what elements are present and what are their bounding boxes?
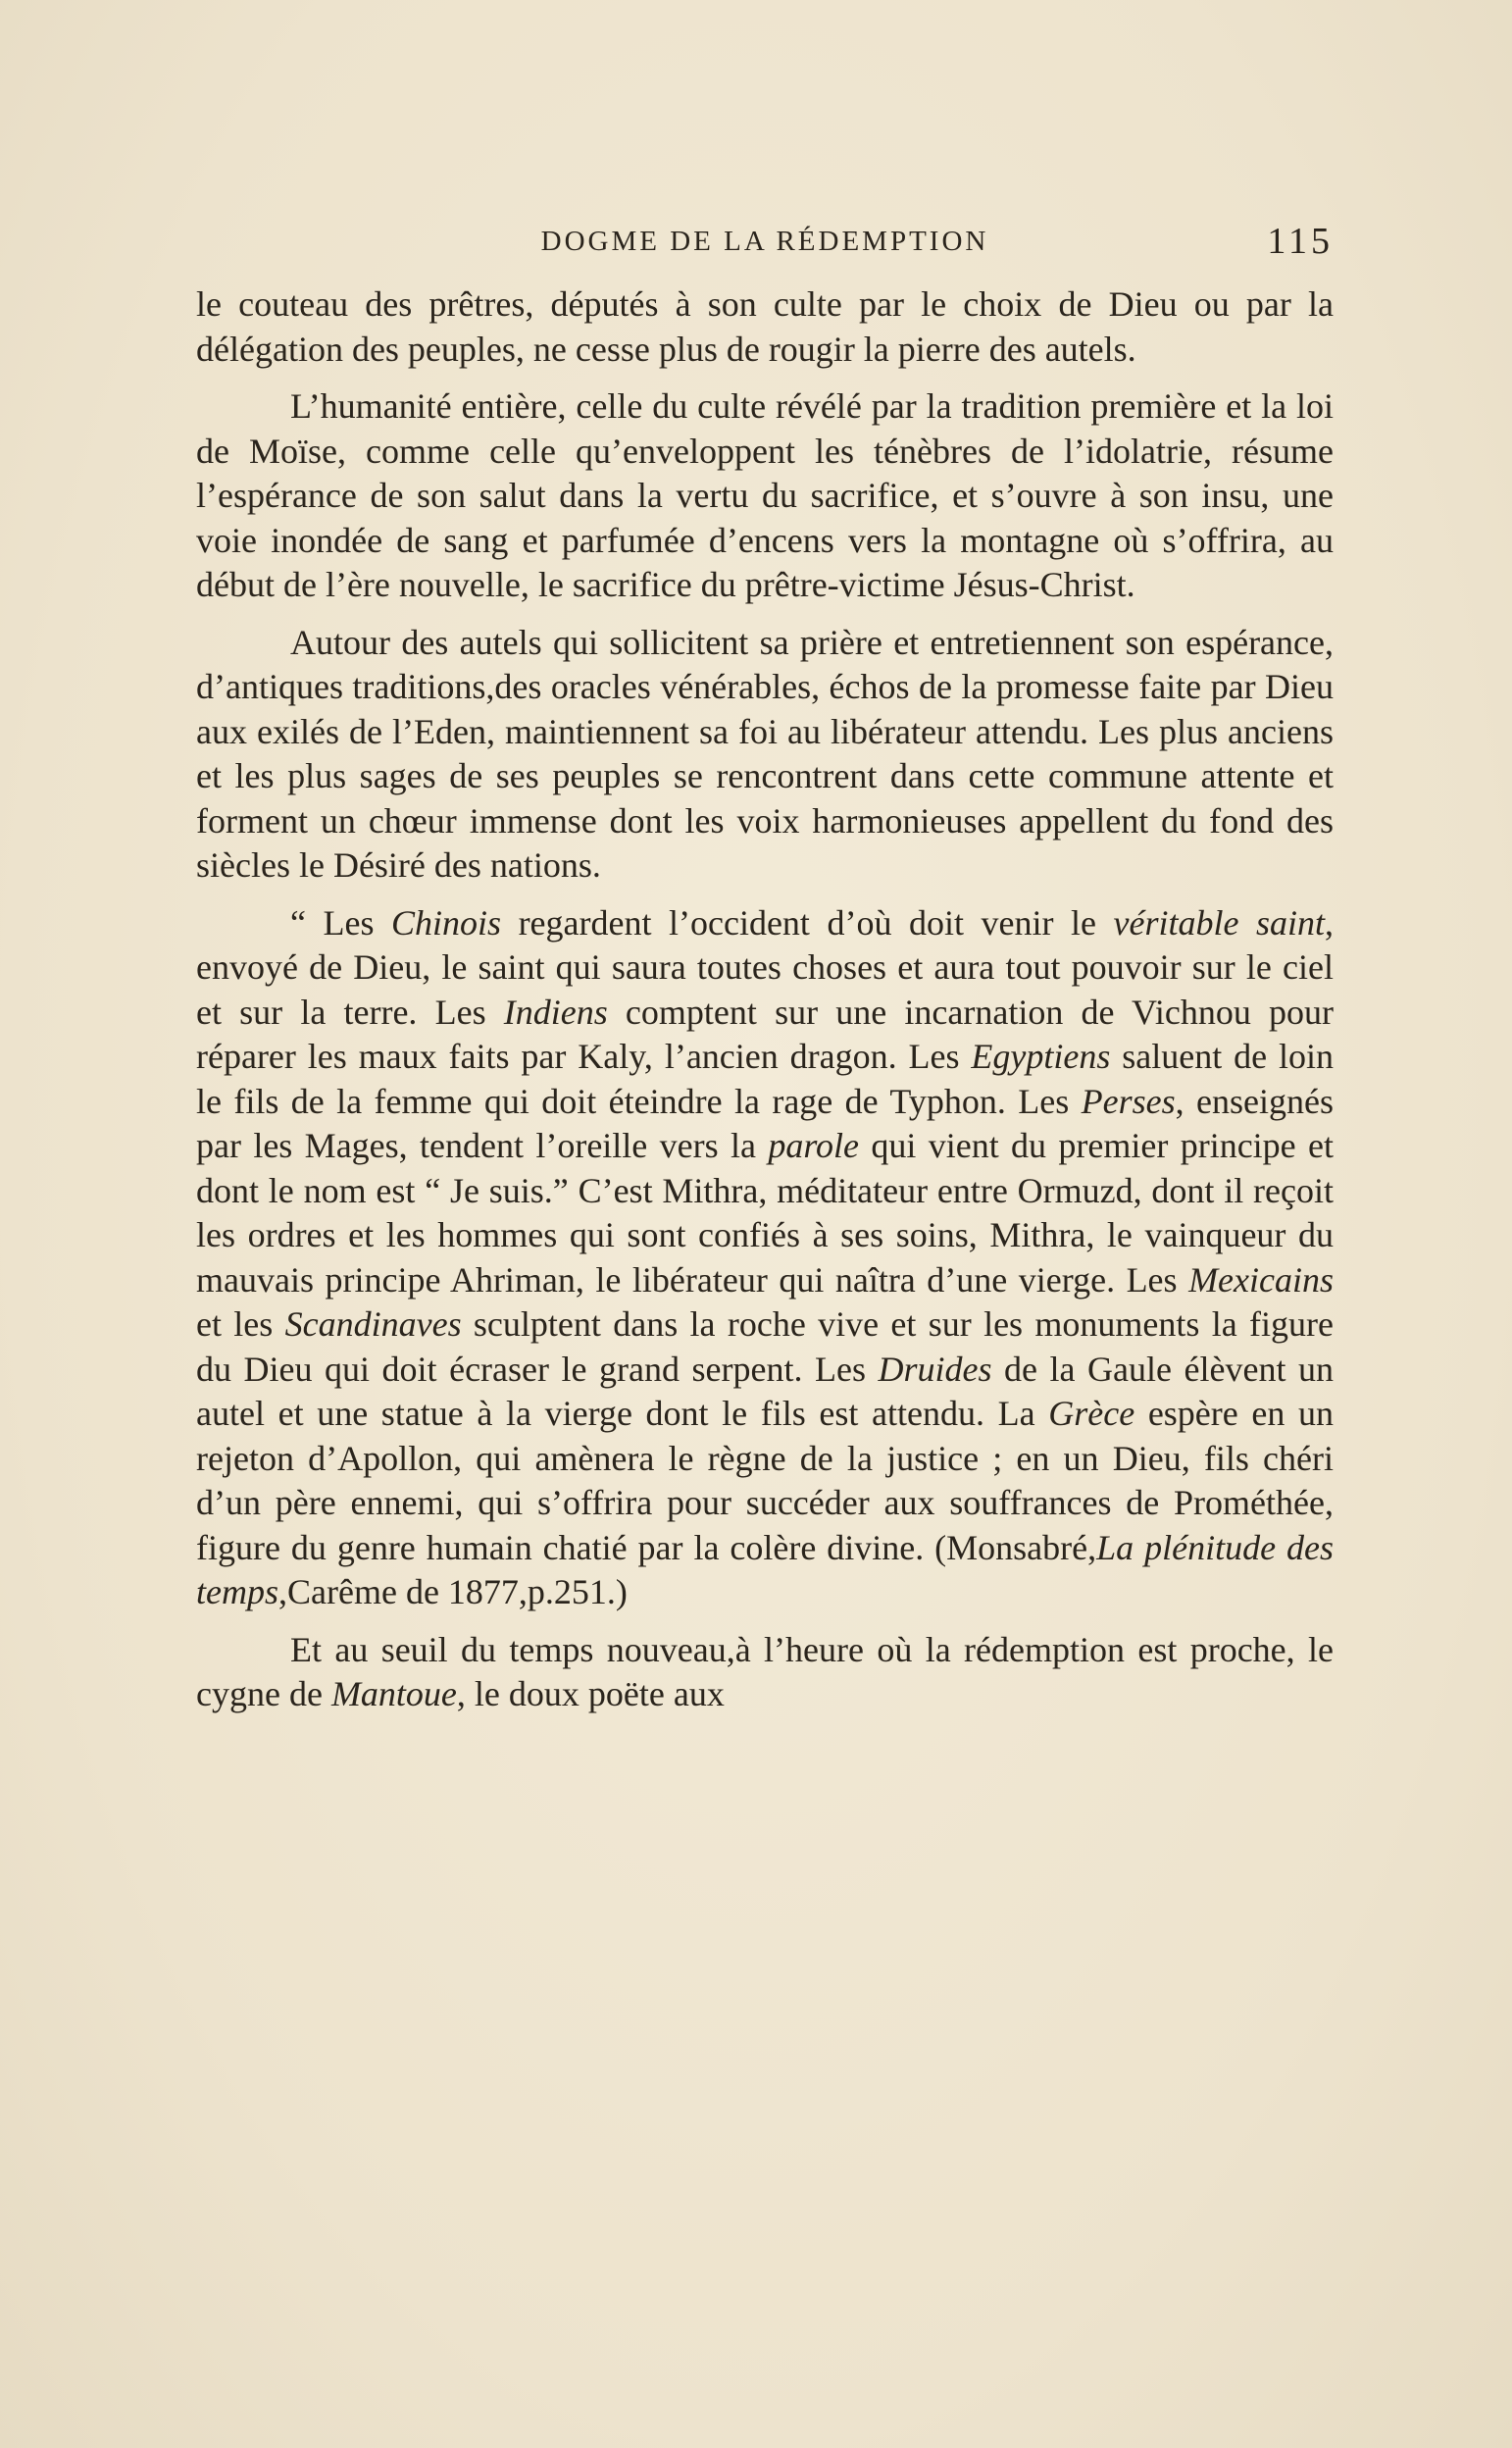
italic-run: Mantoue [330, 1674, 457, 1713]
page-number: 115 [1267, 221, 1334, 262]
text-run: L’humanité entière, celle du culte révélé par la tradition première et la loi de Moïse, comme celle qu’enveloppent les ténèbres de l’idolatrie, résume l’espérance de son salut dans la vertu du sacrifice, et s’ouvre à son insu, une voie inondée de sang et parfumée d’encens vers la montagne où s’offrira, au début de l’ère nouvelle, le sacrifice du prêtre-victime Jésus-Christ. [196, 386, 1334, 604]
italic-run: Egyptiens [971, 1037, 1111, 1076]
text-run: Autour des autels qui sollicitent sa prière et entretiennent son espérance, d’antiques traditions,des oracles vénérables, échos de la promesse faite par Dieu aux exilés de l’Eden, maintiennent sa foi au libérateur attendu. Les plus anciens et les plus sages de ses peuples se rencontrent dans cette commune attente et forment un chœur immense dont les voix harmonieuses appellent du fond des siècles le Désiré des nations. [196, 622, 1334, 885]
italic-run: Indiens [503, 992, 608, 1032]
italic-run: Grèce [1048, 1394, 1135, 1433]
text-run: regardent l’occident d’où doit venir le [501, 902, 1114, 943]
text-run: “ Les [290, 902, 392, 943]
paragraph-3 [196, 621, 1334, 889]
running-head [196, 218, 1334, 265]
text-run: Et au seuil du temps nouveau,à l’heure où la rédemption est proche, le cygne de [196, 1629, 1334, 1713]
text-run: ,Carême de 1877,p.251.) [278, 1572, 628, 1611]
paragraph-5 [196, 1628, 1334, 1717]
text-run: de la Gaule élèvent un autel et une statue à la vierge dont le fils est attendu. La [196, 1349, 1334, 1433]
text-run: , envoyé de Dieu, le saint qui saura toutes choses et aura tout pouvoir sur le ciel et sur la terre. Les [196, 902, 1334, 1032]
text-run: comptent sur une incarnation de Vichnou pour réparer les maux faits par Kaly, l’ancien dragon. Les [196, 992, 1334, 1076]
italic-run: Chinois [391, 902, 502, 943]
italic-run: parole [768, 1126, 859, 1165]
text-run: qui vient du premier principe et dont le nom est “ Je suis.” C’est Mithra, méditateur entre Ormuzd, dont il reçoit les ordres et les hommes qui sont confiés à ses soins, Mithra, le vainqueur du mauvais principe Ahriman, le libérateur qui naîtra d’une vierge. Les [196, 1126, 1334, 1300]
italic-run: Druides [878, 1349, 992, 1389]
italic-run: Mexicains [1188, 1259, 1334, 1300]
text-run: et les [196, 1304, 285, 1344]
page-body [196, 282, 1334, 1730]
paragraph-2 [196, 384, 1334, 608]
text-run: saluent de loin le fils de la femme qui doit éteindre la rage de Typhon. Les [196, 1037, 1334, 1121]
paragraph-1 [196, 282, 1334, 372]
running-title: DOGME DE LA RÉDEMPTION [540, 226, 989, 257]
text-run: sculptent dans la roche vive et sur les monuments la figure du Dieu qui doit écraser le grand serpent. Les [196, 1304, 1334, 1389]
italic-run: Perses [1081, 1081, 1176, 1121]
italic-run: véritable saint [1113, 902, 1325, 943]
paragraph-4-quotation [196, 901, 1334, 1615]
italic-run: La plénitude des temps [196, 1527, 1334, 1611]
text-run: espère en un rejeton d’Apollon, qui amènera le règne de la justice ; en un Dieu, fils chéri d’un père ennemi, qui s’offrira pour succéder aux souffrances de Prométhée, figure du genre humain chatié par la colère divine. (Monsabré, [196, 1394, 1334, 1567]
text-run: , enseignés par les Mages, tendent l’oreille vers la [196, 1081, 1334, 1165]
text-run: , le doux poëte aux [456, 1674, 725, 1713]
text-run: le couteau des prêtres, députés à son culte par le choix de Dieu ou par la délégation des peuples, ne cesse plus de rougir la pierre des autels. [196, 284, 1334, 369]
italic-run: Scandinaves [284, 1304, 462, 1344]
